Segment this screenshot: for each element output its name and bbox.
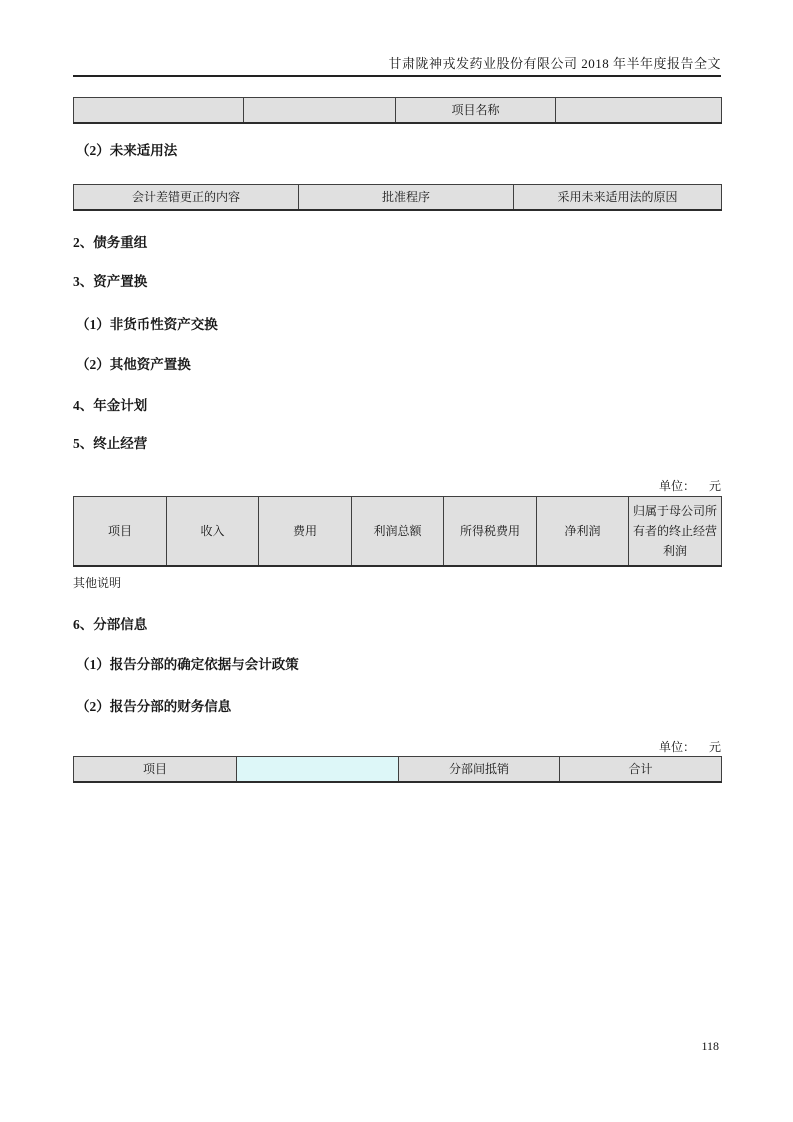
carryover-cell-1 (74, 98, 244, 124)
unit-note (659, 738, 721, 755)
carryover-cell-4 (556, 98, 722, 124)
page-header-title: 甘肃陇神戎发药业股份有限公司 2018 年半年度报告全文 (388, 56, 721, 71)
table-row (74, 98, 722, 124)
heading-debt-restructuring: 2、债务重组 (73, 235, 148, 250)
heading-segment-info: 6、分部信息 (73, 617, 148, 632)
discontinued-header-net-profit: 净利润 (537, 497, 629, 567)
segment-header-total: 合计 (560, 757, 722, 783)
heading-asset-swap: 3、资产置换 (73, 274, 148, 289)
discontinued-header-item: 项目 (74, 497, 167, 567)
table-row (74, 185, 722, 211)
other-note: 其他说明 (73, 576, 122, 590)
discontinued-operations-table (73, 496, 722, 567)
unit-value: 元 (708, 479, 721, 493)
carryover-cell-project-name: 项目名称 (396, 98, 556, 124)
heading-discontinued-operations: 5、终止经营 (73, 436, 148, 451)
heading-future-application-method: （2）未来适用法 (76, 143, 178, 158)
segment-header-intersegment-elimination: 分部间抵销 (399, 757, 560, 783)
correction-header-content: 会计差错更正的内容 (74, 185, 299, 211)
unit-label: 单位： (658, 479, 695, 493)
carryover-table (73, 97, 722, 124)
segment-table (73, 756, 722, 783)
carryover-cell-2 (244, 98, 396, 124)
header-rule (73, 75, 721, 77)
correction-header-reason: 采用未来适用法的原因 (514, 185, 722, 211)
heading-annuity-plan: 4、年金计划 (73, 398, 148, 413)
unit-value: 元 (708, 740, 721, 754)
table-row (74, 497, 722, 567)
segment-highlighted-empty-cell (237, 757, 399, 783)
correction-header-procedure: 批准程序 (299, 185, 514, 211)
discontinued-header-parent-profit: 归属于母公司所有者的终止经营利润 (629, 497, 722, 567)
heading-non-monetary-exchange: （1）非货币性资产交换 (76, 317, 218, 332)
heading-other-asset-swap: （2）其他资产置换 (76, 357, 191, 372)
correction-table (73, 184, 722, 211)
segment-header-item: 项目 (74, 757, 237, 783)
unit-note (659, 477, 721, 494)
page-number: 118 (701, 1039, 719, 1053)
discontinued-header-total-profit: 利润总额 (352, 497, 444, 567)
table-row (74, 757, 722, 783)
discontinued-header-revenue: 收入 (167, 497, 259, 567)
heading-segment-financial: （2）报告分部的财务信息 (76, 699, 232, 714)
discontinued-header-expense: 费用 (259, 497, 352, 567)
unit-label: 单位： (658, 740, 695, 754)
heading-segment-basis: （1）报告分部的确定依据与会计政策 (76, 657, 299, 672)
discontinued-header-income-tax: 所得税费用 (444, 497, 537, 567)
